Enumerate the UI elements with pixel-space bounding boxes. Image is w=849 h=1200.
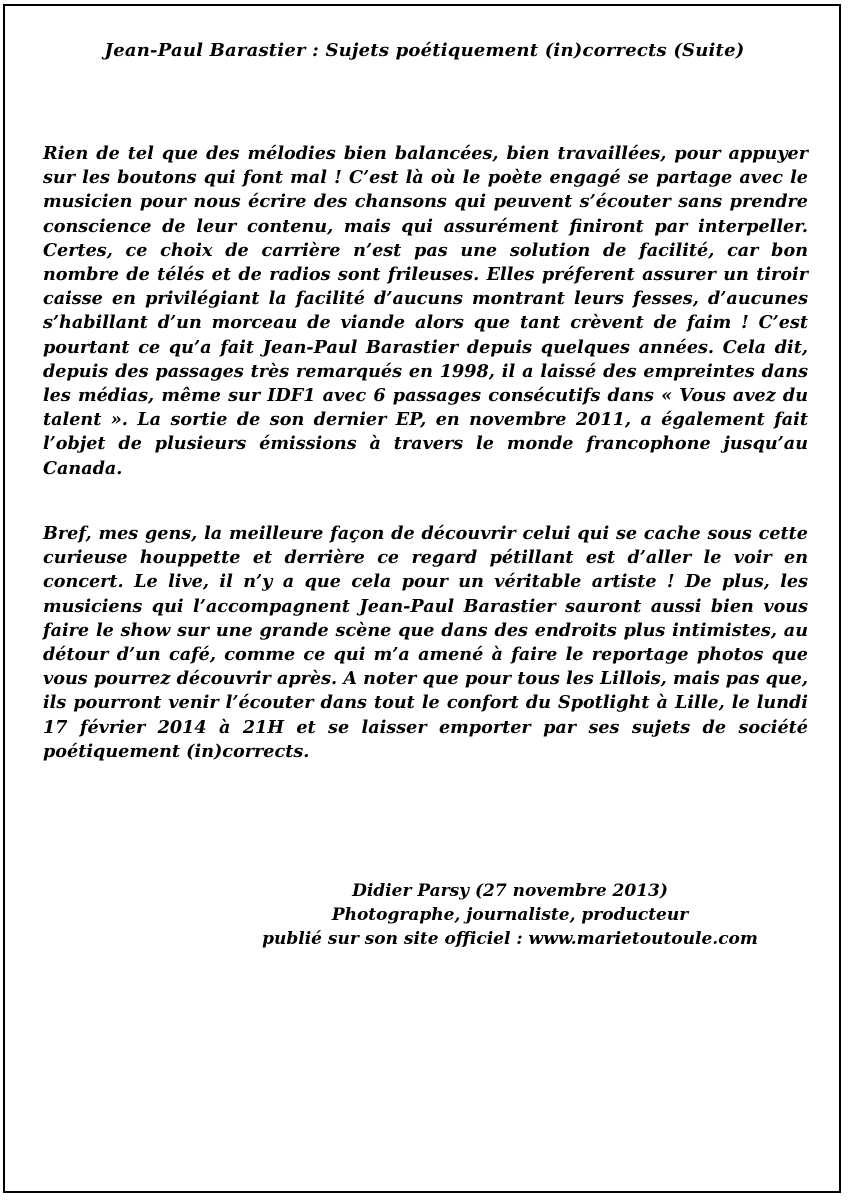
signature-author-date: Didier Parsy (27 novembre 2013) xyxy=(352,881,668,901)
signature-block xyxy=(170,879,849,951)
signature-source: publié sur son site officiel : www.marietoutoule.com xyxy=(262,929,758,949)
paragraph-1: Rien de tel que des mélodies bien balancées, bien travaillées, pour appuyer sur les boutons qui font mal ! C’est là où le poète engagé se partage avec le musicien pour nous écrire des chansons qui peuvent s’écouter sans prendre conscience de leur contenu, mais qui assurément finiront par interpeller. Certes, ce choix de carrière n’est pas une solution de facilité, car bon nombre de télés et de radios sont frileuses. Elles préferent assurer un tiroir caisse en privilégiant la facilité d’aucuns montrant leurs fesses, d’aucunes s’habillant d’un morceau de viande alors que tant crèvent de faim ! C’est pourtant ce qu’a fait Jean-Paul Barastier depuis quelques années. Cela dit, depuis des passages très remarqués en 1998, il a laissé des empreintes dans les médias, même sur IDF1 avec 6 passages consécutifs dans « Vous avez du talent ». La sortie de son dernier EP, en novembre 2011, a également fait l’objet de plusieurs émissions à travers le monde francophone jusqu’au Canada. xyxy=(43,143,808,479)
document-title: Jean-Paul Barastier : Sujets poétiquement (in)corrects (Suite) xyxy=(104,40,745,61)
paragraph-2: Bref, mes gens, la meilleure façon de découvrir celui qui se cache sous cette curieuse houppette et derrière ce regard pétillant est d’aller le voir en concert. Le live, il n’y a que cela pour un véritable artiste ! De plus, les musiciens qui l’accompagnent Jean-Paul Barastier sauront aussi bien vous faire le show sur une grande scène que dans des endroits plus intimistes, au détour d’un café, comme ce qui m’a amené à faire le reportage photos que vous pourrez découvrir après. A noter que pour tous les Lillois, mais pas que, ils pourront venir l’écouter dans tout le confort du Spotlight à Lille, le lundi 17 février 2014 à 21H et se laisser emporter par ses sujets de société poétiquement (in)corrects. xyxy=(43,523,808,762)
signature-role: Photographe, journaliste, producteur xyxy=(331,905,689,925)
